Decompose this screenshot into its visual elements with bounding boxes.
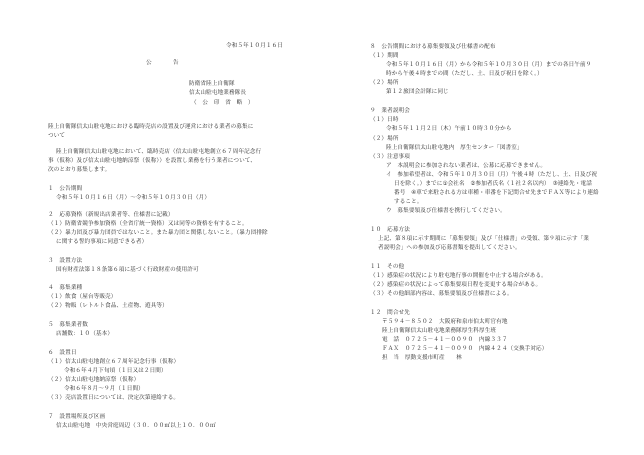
section-5-title: ５ 募集業者数	[48, 322, 88, 328]
section-1-body: 令和５年１０月１６日（月）～令和５年１０月３０日（月）	[56, 195, 211, 201]
notice-heading: 公 告	[146, 60, 187, 66]
intro-line-3: 次のとおり募集します。	[48, 167, 111, 173]
notice-date: 令和５年１０月１６日	[226, 43, 284, 49]
section-2-item-1: （１）防衛省競争参加資格（全省庁統一資格）又は同等の資格を有すること。	[48, 221, 248, 227]
subject-line-1: 陸上自衛隊信太山駐屯地における臨時売店の設置及び運営における業者の募集に	[48, 124, 254, 130]
section-3-body: 国有財産法第１８条第６項に基づく行政財産の使用許可	[56, 267, 199, 273]
section-9-item-2: （２）場所	[370, 136, 399, 142]
section-9-item-1: （１）日時	[370, 117, 399, 123]
contact-organization: 陸上自衛隊信太山駐屯地業務隊厚生科厚生班	[382, 328, 497, 334]
section-3-title: ３ 設置方法	[48, 258, 83, 264]
section-4-item-1: （１）飲食（屋台等販売）	[48, 294, 117, 300]
section-12-title: １２ 問合せ先	[370, 310, 410, 316]
section-9-item-2-body: 陸上自衛隊信太山駐屯地内 厚生センター「図書室」	[386, 145, 523, 151]
contact-person: 担 当 厚動支援市町産 林	[382, 355, 462, 361]
subject-line-2: ついて	[48, 133, 66, 139]
section-5-body: 店舗数：１０（基本）	[56, 331, 114, 337]
section-7-body: 信太山駐屯地 中央営庭周辺（３０．００㎡以上１０．００㎡	[56, 423, 216, 429]
section-2-item-2: （２）暴力団及び暴力団員ではないこと。また暴力団と関係しないこと。（暴力団排除	[48, 230, 268, 236]
section-10-title: １０ 応募方法	[370, 227, 410, 233]
section-11-item-1: （１）感染症の状況により駐屯地行事の開催を中止する場合がある。	[370, 273, 547, 279]
section-4-item-2: （２）物販（レトルト食品、土産物、遊具等）	[48, 303, 168, 309]
section-9-note-a: ア 本説明会に参加されない業者は、公募に応募できません。	[386, 163, 547, 169]
section-6-title: ６ 設置日	[48, 350, 77, 356]
section-2-title: ２ 応募資格（新規出店業者等、仕様書に記載）	[48, 212, 174, 218]
section-2-item-2-cont: に関する誓約事項に同意できる者）	[56, 239, 148, 245]
section-9-note-b-cont-3: すること。	[394, 199, 423, 205]
section-9-item-1-body: 令和５年１１月２日（木）午前１０時３０分から	[386, 126, 512, 132]
section-9-item-3: （３）注意事項	[370, 154, 410, 160]
section-9-note-c: ウ 募集要領及び仕様書を携行してください。	[386, 208, 506, 214]
section-1-title: １ 公告期間	[48, 186, 83, 192]
section-8-item-2-body: 第１２旅団会計隊に同じ	[386, 89, 449, 95]
section-6-item-2-date: 令和６年８月～９月（１日間）	[64, 386, 144, 392]
section-9-note-b-cont-1: 日を除く。）までに①会社名 ②参加者氏名（１社２名以内） ③連絡先・電話	[394, 181, 592, 187]
section-10-line-a: 上記、第８項に示す期間に「募集要領」及び「仕様書」の受領、第９項に示す「業	[378, 236, 590, 242]
section-8-item-2: （２）場所	[370, 80, 399, 86]
section-7-title: ７ 設置場所及び区画	[48, 414, 106, 420]
section-11-title: １１ その他	[370, 264, 405, 270]
intro-line-2: 事（仮称）及び信太山駐屯地納涼祭（仮称））を設置し業務を行う業者について、	[48, 158, 257, 164]
section-8-title: ８ 公告期間における募集要領及び仕様書の配布	[370, 44, 496, 50]
contact-address: 〒５９４－８５０２ 大阪府和泉市伯太町官有地	[382, 319, 508, 325]
section-6-item-1-date: 令和６年４月下旬頃（１日又は２日間）	[64, 368, 167, 374]
seal-omitted-note: （ 公 印 省 略 ）	[191, 100, 254, 106]
section-9-title: ９ 業者説明会	[370, 108, 410, 114]
contact-phone: 電 話 ０７２５－４１－００９０ 内線３３７	[382, 337, 508, 343]
section-9-note-b-cont-2: 番号 ④車で来駐される方は車種・車番を下記問合せ先までＦＡＸ等により連絡	[394, 190, 599, 196]
section-6-item-3: （３）売店設置日については、決定次第連絡する。	[48, 395, 180, 401]
section-9-note-b: イ 参加希望者は、令和５年１０月３０日（月）午後４時（ただし、土、日及び祝	[386, 172, 598, 178]
intro-line-1: 陸上自衛隊信太山駐屯地において、臨時売店（信太山駐屯地創立６７周年記念行	[56, 149, 262, 155]
section-4-title: ４ 募集業種	[48, 285, 83, 291]
contact-fax: ＦＡＸ ０７２５－４１－００９０ 内線４２４（交換手対応）	[382, 346, 548, 352]
section-11-item-3: （３）その他細部内容は、募集要領及び仕様書による。	[370, 291, 513, 297]
section-6-item-2: （２）信太山駐屯地納涼祭（仮称）	[48, 377, 140, 383]
section-8-item-1-line-b: 時から午後４時までの間（ただし、土、日及び祝日を除く。）	[386, 71, 543, 77]
issuer-office: 防衛省陸上自衛隊	[189, 81, 235, 87]
section-8-item-1-line-a: 令和５年１０月１６日（月）から令和５年１０月３０日（月）までの各日午前９	[386, 62, 592, 68]
section-8-item-1: （１）期間	[370, 53, 399, 59]
issuer-garrison: 信太山駐屯地業務隊長	[189, 90, 247, 96]
section-11-item-2: （２）感染症の状況によって募集要項日程を変更する場合がある。	[370, 282, 542, 288]
section-10-line-b: 者説明会」への参加及び応募書類を提出してください。	[378, 245, 521, 251]
section-6-item-1: （１）信太山駐屯地創立６７周年記念行事（仮称）	[48, 359, 180, 365]
